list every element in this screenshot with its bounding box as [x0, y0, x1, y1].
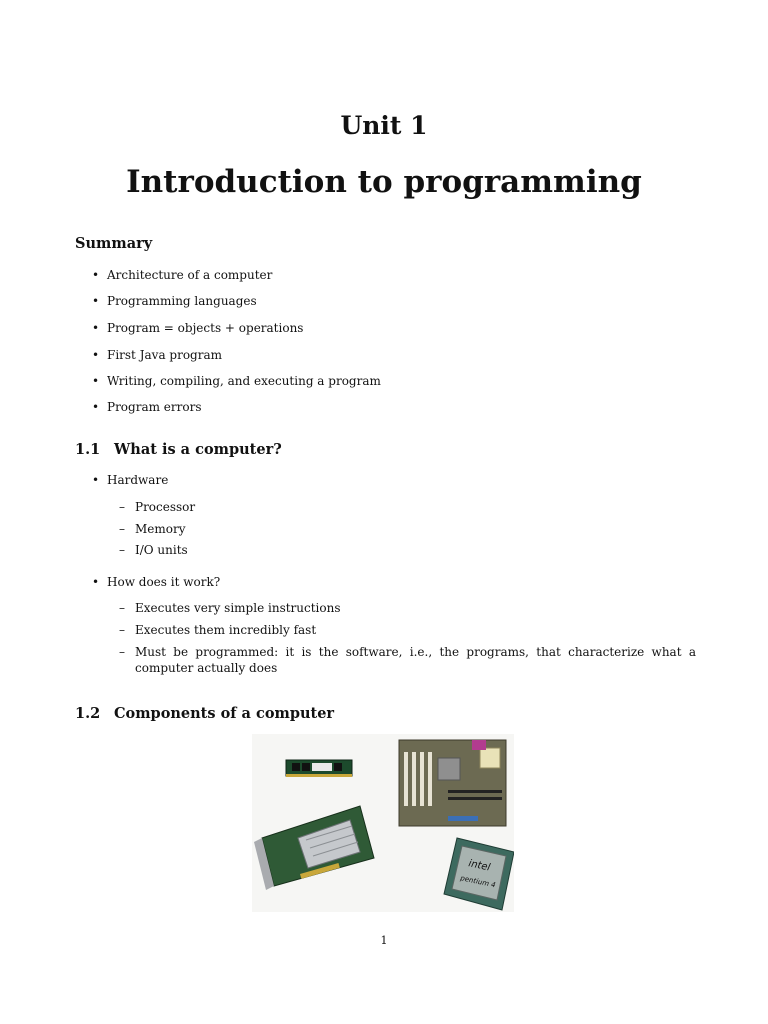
dash-icon: – [119, 645, 125, 659]
cpu-model-text: pentium 4 [459, 874, 497, 890]
hardware-subitem: – Processor [119, 500, 196, 514]
dash-icon: – [119, 543, 125, 557]
bullet-icon: • [92, 473, 100, 487]
graphics-card-image [254, 806, 374, 890]
bullet-icon: • [92, 400, 100, 414]
dash-icon: – [119, 522, 125, 536]
summary-heading: Summary [75, 235, 153, 252]
motherboard-image [399, 740, 506, 826]
section-heading-1-1: 1.1 What is a computer? [75, 441, 282, 458]
bullet-icon: • [92, 348, 100, 362]
summary-item: • Program errors [92, 400, 202, 414]
bullet-icon: • [92, 374, 100, 388]
summary-item: • Programming languages [92, 294, 257, 308]
dash-icon: – [119, 623, 125, 637]
how-subitem-wrapped-text: Must be programmed: it is the software, i.e., the programs, that characterize what a computer actually does [135, 645, 696, 675]
hardware-item: • Hardware [92, 473, 169, 487]
summary-item: • First Java program [92, 348, 223, 362]
page-number: 1 [380, 934, 388, 947]
document-title: Introduction to programming [126, 164, 642, 200]
ram-module-image [286, 760, 352, 777]
bullet-icon: • [92, 294, 100, 308]
how-subitem-dash [119, 643, 135, 661]
summary-item: • Program = objects + operations [92, 321, 304, 335]
components-figure [252, 734, 514, 912]
section-heading-1-2: 1.2 Components of a computer [75, 705, 335, 722]
summary-item: • Writing, compiling, and executing a program [92, 374, 381, 388]
cpu-brand-text: intel [467, 858, 492, 874]
how-subitem: – Executes them incredibly fast [119, 623, 317, 637]
unit-label: Unit 1 [340, 111, 428, 140]
summary-item: • Architecture of a computer [92, 268, 273, 282]
bullet-icon: • [92, 575, 100, 589]
dash-icon: – [119, 601, 125, 615]
how-subitem: – Executes very simple instructions [119, 601, 341, 615]
dash-icon: – [119, 500, 125, 514]
cpu-chip-image [444, 838, 514, 910]
how-item: • How does it work? [92, 575, 221, 589]
bullet-icon: • [92, 321, 100, 335]
bullet-icon: • [92, 268, 100, 282]
hardware-subitem: – Memory [119, 522, 186, 536]
hardware-subitem: – I/O units [119, 543, 188, 557]
